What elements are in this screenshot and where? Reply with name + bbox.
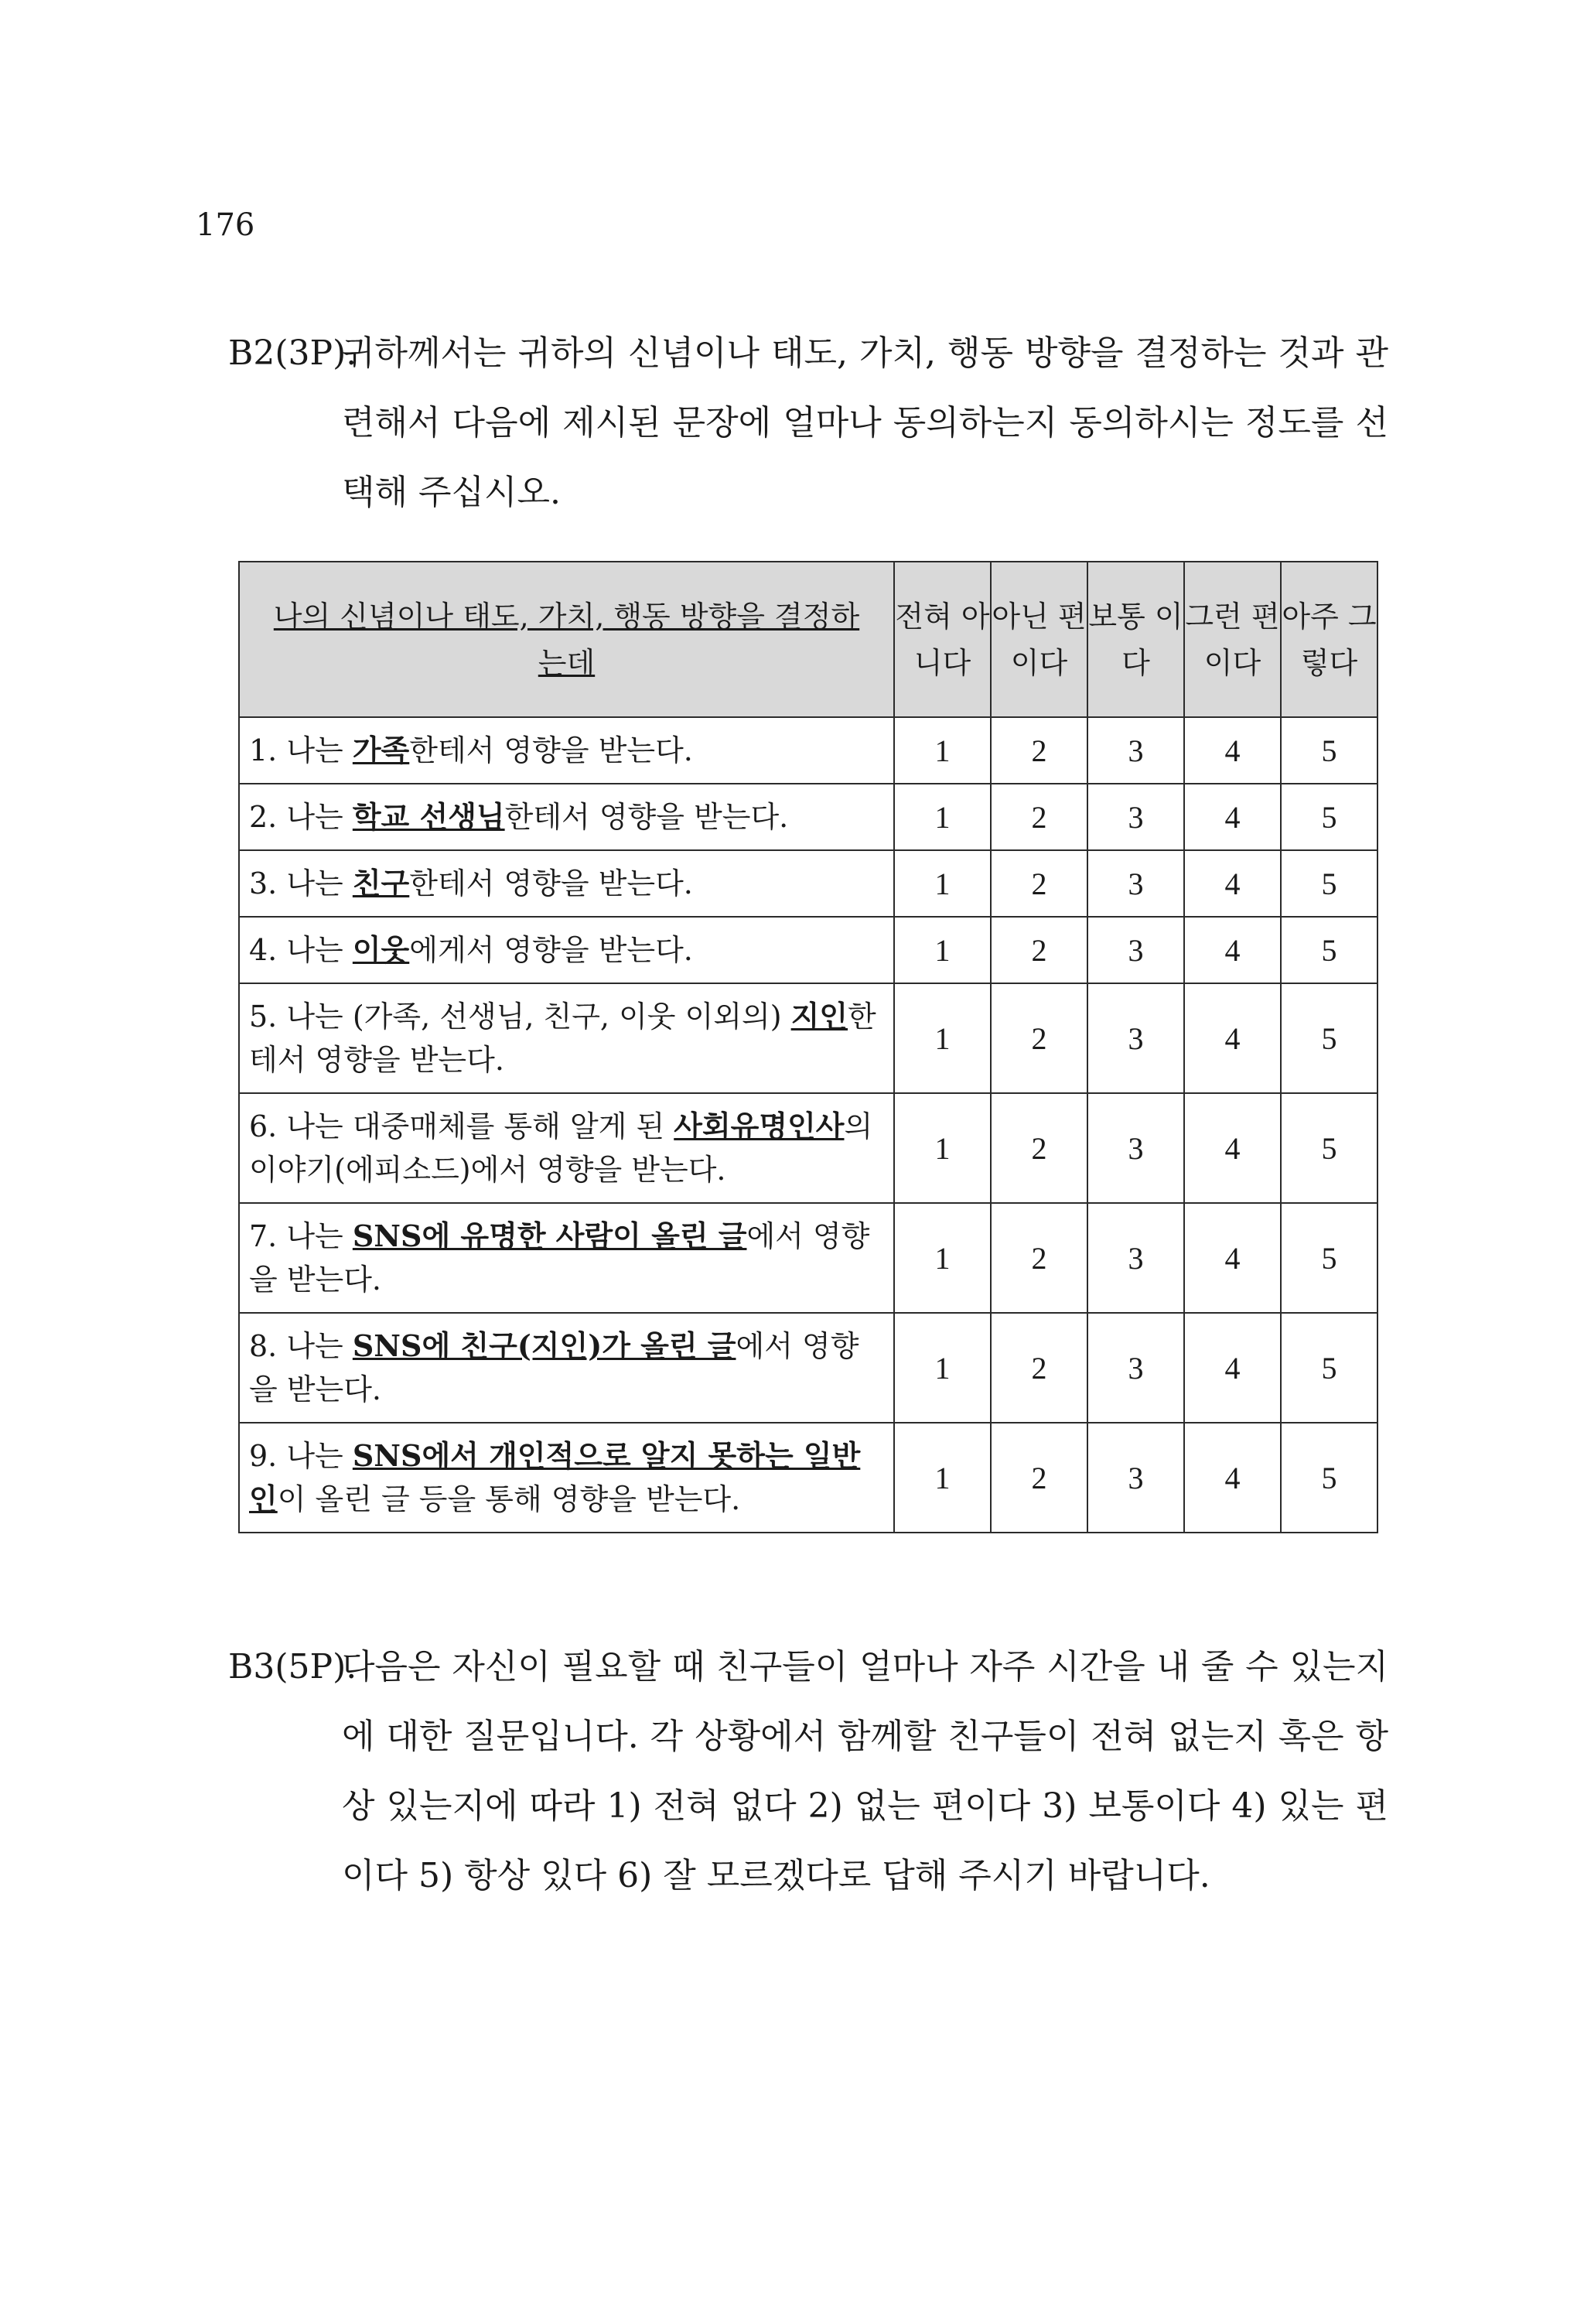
question-b3-text: 다음은 자신이 필요할 때 친구들이 얼마나 자주 시간을 내 줄 수 있는지에 대한 질문입니다. 각 상황에서 함께할 친구들이 전혀 없는지 혹은 항상 있는지에 따라 1) 전혀 없다 2) 없는 편이다 3) 보통이다 4) 있는 편이다 5) 항상 있다 6) 잘 모르겠다로 답해 주시기 바랍니다. <box>342 1647 1388 1895</box>
score-option[interactable]: 3 <box>1087 1423 1184 1533</box>
item-keyword: SNS에 유명한 사람이 올린 글 <box>352 1218 747 1253</box>
item-text: 에서 영향을 받는다. <box>249 1329 859 1406</box>
score-option[interactable]: 4 <box>1184 1423 1281 1533</box>
score-option[interactable]: 3 <box>1087 784 1184 850</box>
score-option[interactable]: 3 <box>1087 1093 1184 1203</box>
item-text: 3. 나는 <box>249 866 353 901</box>
score-option[interactable]: 4 <box>1184 784 1281 850</box>
table-header-row <box>239 562 1377 717</box>
score-option[interactable]: 2 <box>991 917 1087 983</box>
score-option[interactable]: 4 <box>1184 917 1281 983</box>
question-b2 <box>228 319 1388 528</box>
item-text: 한테서 영향을 받는다. <box>249 1000 876 1077</box>
score-option[interactable]: 2 <box>991 717 1087 784</box>
item-keyword: SNS에서 개인적으로 알지 못하는 일반인 <box>249 1438 861 1516</box>
item-text: 한테서 영향을 받는다. <box>504 800 789 834</box>
item-text: 9. 나는 <box>249 1439 353 1473</box>
score-option[interactable]: 2 <box>991 1313 1087 1423</box>
question-b3-label: B3(5P). <box>228 1647 357 1687</box>
item-statement <box>239 1093 894 1203</box>
score-option[interactable]: 3 <box>1087 1313 1184 1423</box>
scale-header: 아주 그렇다 <box>1281 562 1377 717</box>
score-option[interactable]: 3 <box>1087 983 1184 1093</box>
table-row <box>239 1203 1377 1313</box>
item-statement <box>239 1423 894 1533</box>
score-option[interactable]: 1 <box>894 1313 991 1423</box>
item-keyword: SNS에 친구(지인)가 올린 글 <box>352 1328 736 1363</box>
score-option[interactable]: 5 <box>1281 983 1377 1093</box>
score-option[interactable]: 5 <box>1281 717 1377 784</box>
score-option[interactable]: 5 <box>1281 850 1377 917</box>
table-row <box>239 1093 1377 1203</box>
score-option[interactable]: 4 <box>1184 1093 1281 1203</box>
item-statement <box>239 917 894 983</box>
item-text: 에게서 영향을 받는다. <box>409 933 693 967</box>
score-option[interactable]: 4 <box>1184 717 1281 784</box>
table-row <box>239 983 1377 1093</box>
score-option[interactable]: 3 <box>1087 1203 1184 1313</box>
score-option[interactable]: 2 <box>991 1093 1087 1203</box>
table-row <box>239 1423 1377 1533</box>
score-option[interactable]: 5 <box>1281 1423 1377 1533</box>
scale-header: 전혀 아니다 <box>894 562 991 717</box>
score-option[interactable]: 2 <box>991 784 1087 850</box>
item-text: 의 이야기(에피소드)에서 영향을 받는다. <box>249 1109 873 1187</box>
score-option[interactable]: 4 <box>1184 850 1281 917</box>
item-keyword: 학교 선생님 <box>352 799 505 834</box>
table-row <box>239 1313 1377 1423</box>
score-option[interactable]: 5 <box>1281 917 1377 983</box>
score-option[interactable]: 4 <box>1184 983 1281 1093</box>
item-statement <box>239 983 894 1093</box>
scale-header: 아닌 편이다 <box>991 562 1087 717</box>
item-text: 한테서 영향을 받는다. <box>409 866 693 901</box>
score-option[interactable]: 2 <box>991 1203 1087 1313</box>
item-text: 에서 영향을 받는다. <box>249 1219 870 1297</box>
score-option[interactable]: 1 <box>894 1203 991 1313</box>
score-option[interactable]: 2 <box>991 1423 1087 1533</box>
item-text: 5. 나는 (가족, 선생님, 친구, 이웃 이외의) <box>249 1000 791 1034</box>
item-text: 이 올린 글 등을 통해 영향을 받는다. <box>277 1482 741 1516</box>
score-option[interactable]: 1 <box>894 784 991 850</box>
score-option[interactable]: 2 <box>991 983 1087 1093</box>
item-keyword: 지인 <box>790 999 848 1034</box>
score-option[interactable]: 4 <box>1184 1313 1281 1423</box>
item-text: 8. 나는 <box>249 1329 353 1363</box>
item-statement <box>239 717 894 784</box>
scale-header: 그런 편이다 <box>1184 562 1281 717</box>
table-header-statement: 나의 신념이나 태도, 가치, 행동 방향을 결정하는데 <box>239 562 894 717</box>
item-keyword: 이웃 <box>352 932 410 967</box>
score-option[interactable]: 1 <box>894 717 991 784</box>
item-keyword: 친구 <box>352 866 410 901</box>
item-text: 1. 나는 <box>249 733 353 767</box>
score-option[interactable]: 4 <box>1184 1203 1281 1313</box>
table-row <box>239 850 1377 917</box>
survey-table <box>238 561 1378 1533</box>
question-b2-text: 귀하께서는 귀하의 신념이나 태도, 가치, 행동 방향을 결정하는 것과 관련해서 다음에 제시된 문장에 얼마나 동의하는지 동의하시는 정도를 선택해 주십시오. <box>342 333 1388 512</box>
table-row <box>239 717 1377 784</box>
item-text: 2. 나는 <box>249 800 353 834</box>
item-text: 4. 나는 <box>249 933 353 967</box>
item-text: 6. 나는 대중매체를 통해 알게 된 <box>249 1109 674 1143</box>
score-option[interactable]: 1 <box>894 917 991 983</box>
item-statement <box>239 784 894 850</box>
item-statement <box>239 1313 894 1423</box>
item-statement <box>239 850 894 917</box>
scale-header: 보통 이다 <box>1087 562 1184 717</box>
score-option[interactable]: 2 <box>991 850 1087 917</box>
item-keyword: 가족 <box>352 733 410 767</box>
item-text: 한테서 영향을 받는다. <box>409 733 693 767</box>
item-statement <box>239 1203 894 1313</box>
score-option[interactable]: 3 <box>1087 917 1184 983</box>
score-option[interactable]: 5 <box>1281 1313 1377 1423</box>
score-option[interactable]: 3 <box>1087 850 1184 917</box>
page-number: 176 <box>196 207 255 243</box>
table-row <box>239 784 1377 850</box>
question-b3 <box>228 1632 1388 1911</box>
score-option[interactable]: 5 <box>1281 784 1377 850</box>
score-option[interactable]: 1 <box>894 983 991 1093</box>
item-keyword: 사회유명인사 <box>674 1109 845 1143</box>
score-option[interactable]: 1 <box>894 850 991 917</box>
score-option[interactable]: 1 <box>894 1093 991 1203</box>
score-option[interactable]: 3 <box>1087 717 1184 784</box>
table-row <box>239 917 1377 983</box>
question-b2-label: B2(3P). <box>228 333 357 373</box>
score-option[interactable]: 5 <box>1281 1093 1377 1203</box>
score-option[interactable]: 1 <box>894 1423 991 1533</box>
score-option[interactable]: 5 <box>1281 1203 1377 1313</box>
item-text: 7. 나는 <box>249 1219 353 1253</box>
